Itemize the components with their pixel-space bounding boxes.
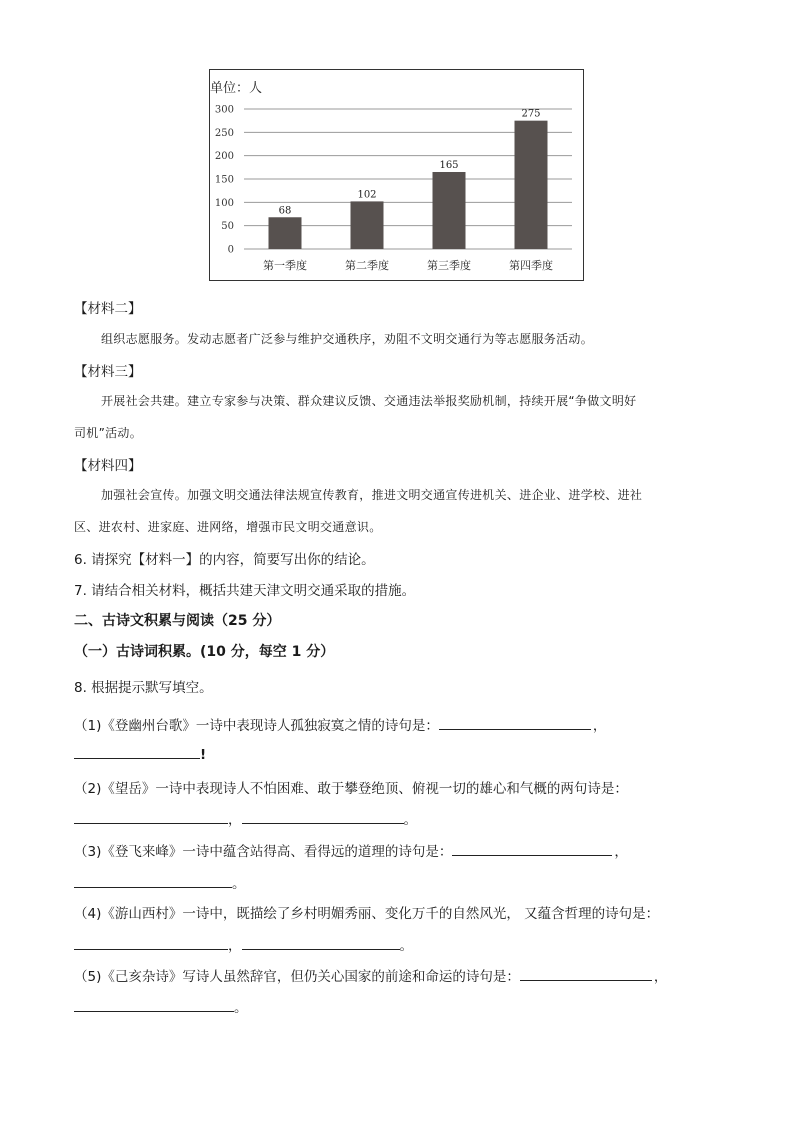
period: 。	[399, 938, 413, 954]
material3-header: 【材料三】	[74, 364, 142, 380]
bar-chart	[209, 69, 584, 281]
bar	[433, 172, 466, 249]
comma: ，	[592, 718, 607, 734]
blank-4b[interactable]	[242, 935, 400, 950]
blank-2b[interactable]	[242, 809, 404, 824]
x-tick-label: 第一季度	[263, 259, 307, 272]
blank-1a[interactable]	[439, 715, 591, 730]
item-2-prompt: （2)《望岳》一诗中表现诗人不怕困难、敢于攀登绝顶、俯视一切的雄心和气概的两句诗是：	[74, 781, 628, 797]
x-tick-label: 第四季度	[509, 259, 553, 272]
question-8: 8. 根据提示默写填空。	[74, 680, 213, 696]
period: 。	[234, 1000, 248, 1016]
period: 。	[403, 812, 417, 828]
blank-5a[interactable]	[520, 966, 652, 981]
y-tick-label: 0	[227, 244, 234, 256]
blank-5b[interactable]	[74, 997, 234, 1012]
blank-3a[interactable]	[452, 841, 612, 856]
comma: ，	[653, 969, 668, 985]
item-5-text: （5)《己亥杂诗》写诗人虽然辞官，但仍关心国家的前途和命运的诗句是：	[74, 969, 520, 985]
material3-line1: 开展社会共建。建立专家参与决策、群众建议反馈、交通违法举报奖励机制，持续开展“争做文明好	[101, 394, 637, 408]
comma: ，	[228, 812, 242, 828]
bar	[515, 121, 548, 249]
data-label: 68	[278, 205, 292, 217]
item-4-line2	[74, 934, 413, 954]
material2-header: 【材料二】	[74, 301, 142, 317]
section-2-title: 二、古诗文积累与阅读（25 分）	[74, 613, 281, 629]
comma: ，	[228, 938, 242, 954]
subsection-1-title: （一）古诗词积累。(10 分，每空 1 分）	[74, 644, 335, 660]
material2-text: 组织志愿服务。发动志愿者广泛参与维护交通秩序，劝阻不文明交通行为等志愿服务活动。	[101, 332, 594, 346]
blank-4a[interactable]	[74, 935, 228, 950]
item-1-prompt	[74, 714, 606, 734]
item-2-line2	[74, 808, 417, 828]
material4-line1: 加强社会宣传。加强文明交通法律法规宣传教育，推进文明交通宣传进机关、进企业、进学校、进社	[101, 488, 643, 502]
item-3-line2	[74, 872, 246, 892]
question-7: 7. 请结合相关材料，概括共建天津文明交通采取的措施。	[74, 583, 416, 599]
bar	[269, 217, 302, 249]
period: 。	[232, 876, 246, 892]
material4-header: 【材料四】	[74, 458, 142, 474]
item-1-text: （1)《登幽州台歌》一诗中表现诗人孤独寂寞之情的诗句是：	[74, 718, 439, 734]
data-label: 165	[439, 160, 459, 171]
question-6: 6. 请探究【材料一】的内容，简要写出你的结论。	[74, 552, 375, 568]
blank-3b[interactable]	[74, 873, 232, 888]
blank-1b[interactable]	[74, 744, 200, 759]
data-label: 275	[521, 108, 541, 120]
item-5-line2	[74, 996, 248, 1016]
blank-2a[interactable]	[74, 809, 228, 824]
x-tick-label: 第三季度	[427, 259, 471, 272]
y-tick-label: 200	[214, 151, 234, 163]
material4-line2: 区、进农村、进家庭、进网络，增强市民文明交通意识。	[74, 520, 382, 534]
item-3-prompt	[74, 840, 628, 860]
item-4-prompt: （4)《游山西村》一诗中，既描绘了乡村明媚秀丽、变化万千的自然风光， 又蕴含哲理的诗句是：	[74, 906, 660, 922]
y-tick-label: 250	[214, 127, 234, 139]
y-tick-label: 100	[214, 197, 234, 209]
material3-line2: 司机”活动。	[74, 426, 143, 440]
y-tick-label: 300	[214, 104, 234, 116]
bar-chart-svg	[210, 70, 582, 279]
exclaim: !	[200, 747, 207, 763]
comma: ，	[614, 844, 628, 860]
y-tick-label: 50	[221, 221, 234, 233]
x-tick-label: 第二季度	[345, 259, 389, 272]
item-5-prompt	[74, 965, 667, 985]
y-tick-label: 150	[214, 174, 234, 186]
data-label: 102	[357, 189, 377, 201]
item-3-text: （3)《登飞来峰》一诗中蕴含站得高、看得远的道理的诗句是：	[74, 844, 453, 860]
item-1-line2	[74, 744, 206, 763]
bar	[351, 201, 384, 249]
unit-label: 单位：人	[210, 81, 263, 96]
